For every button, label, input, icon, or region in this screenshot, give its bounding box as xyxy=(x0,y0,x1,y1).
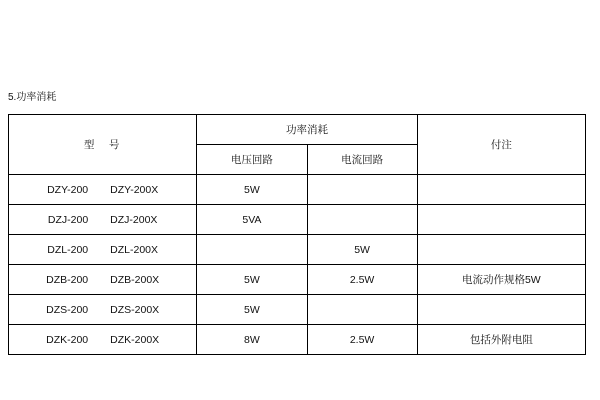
cell-note xyxy=(417,295,585,325)
cell-note: 电流动作规格5W xyxy=(417,265,585,295)
model-code-variant: DZS-200X xyxy=(110,303,160,316)
cell-model xyxy=(9,235,197,265)
table-row xyxy=(9,295,586,325)
model-code-primary: DZJ-200 xyxy=(47,213,89,226)
model-code-variant: DZL-200X xyxy=(110,243,159,256)
model-code-primary: DZK-200 xyxy=(46,333,89,346)
cell-current-circuit xyxy=(307,205,417,235)
cell-model xyxy=(9,205,197,235)
cell-current-circuit xyxy=(307,175,417,205)
cell-voltage-circuit: 5W xyxy=(197,175,307,205)
table-header-row-1 xyxy=(9,115,586,145)
cell-note xyxy=(417,205,585,235)
table-row xyxy=(9,235,586,265)
cell-model xyxy=(9,295,197,325)
cell-model xyxy=(9,325,197,355)
column-header-note: 付注 xyxy=(417,115,585,175)
model-code-primary: DZY-200 xyxy=(47,183,89,196)
table-body xyxy=(9,175,586,355)
model-code-variant: DZK-200X xyxy=(110,333,160,346)
cell-note xyxy=(417,235,585,265)
model-code-variant: DZJ-200X xyxy=(110,213,158,226)
page-title: 5.功率消耗 xyxy=(8,92,57,103)
column-header-power-group: 功率消耗 xyxy=(197,115,417,145)
cell-voltage-circuit: 5W xyxy=(197,265,307,295)
cell-current-circuit: 2.5W xyxy=(307,325,417,355)
cell-current-circuit: 2.5W xyxy=(307,265,417,295)
cell-current-circuit xyxy=(307,295,417,325)
table-row xyxy=(9,205,586,235)
power-consumption-table xyxy=(8,114,586,355)
cell-voltage-circuit xyxy=(197,235,307,265)
column-header-current-circuit: 电流回路 xyxy=(307,145,417,175)
cell-model xyxy=(9,175,197,205)
cell-voltage-circuit: 5W xyxy=(197,295,307,325)
table-row xyxy=(9,175,586,205)
column-header-voltage-circuit: 电压回路 xyxy=(197,145,307,175)
cell-current-circuit: 5W xyxy=(307,235,417,265)
power-consumption-table-wrapper xyxy=(8,114,586,355)
table-row xyxy=(9,325,586,355)
table-row xyxy=(9,265,586,295)
cell-note: 包括外附电阻 xyxy=(417,325,585,355)
cell-note xyxy=(417,175,585,205)
model-code-primary: DZS-200 xyxy=(46,303,89,316)
model-code-primary: DZL-200 xyxy=(47,243,89,256)
cell-voltage-circuit: 5VA xyxy=(197,205,307,235)
cell-voltage-circuit: 8W xyxy=(197,325,307,355)
cell-model xyxy=(9,265,197,295)
model-code-primary: DZB-200 xyxy=(46,273,89,286)
model-code-variant: DZB-200X xyxy=(110,273,160,286)
table-header xyxy=(9,115,586,175)
model-code-variant: DZY-200X xyxy=(110,183,159,196)
column-header-model: 型 号 xyxy=(9,115,197,175)
